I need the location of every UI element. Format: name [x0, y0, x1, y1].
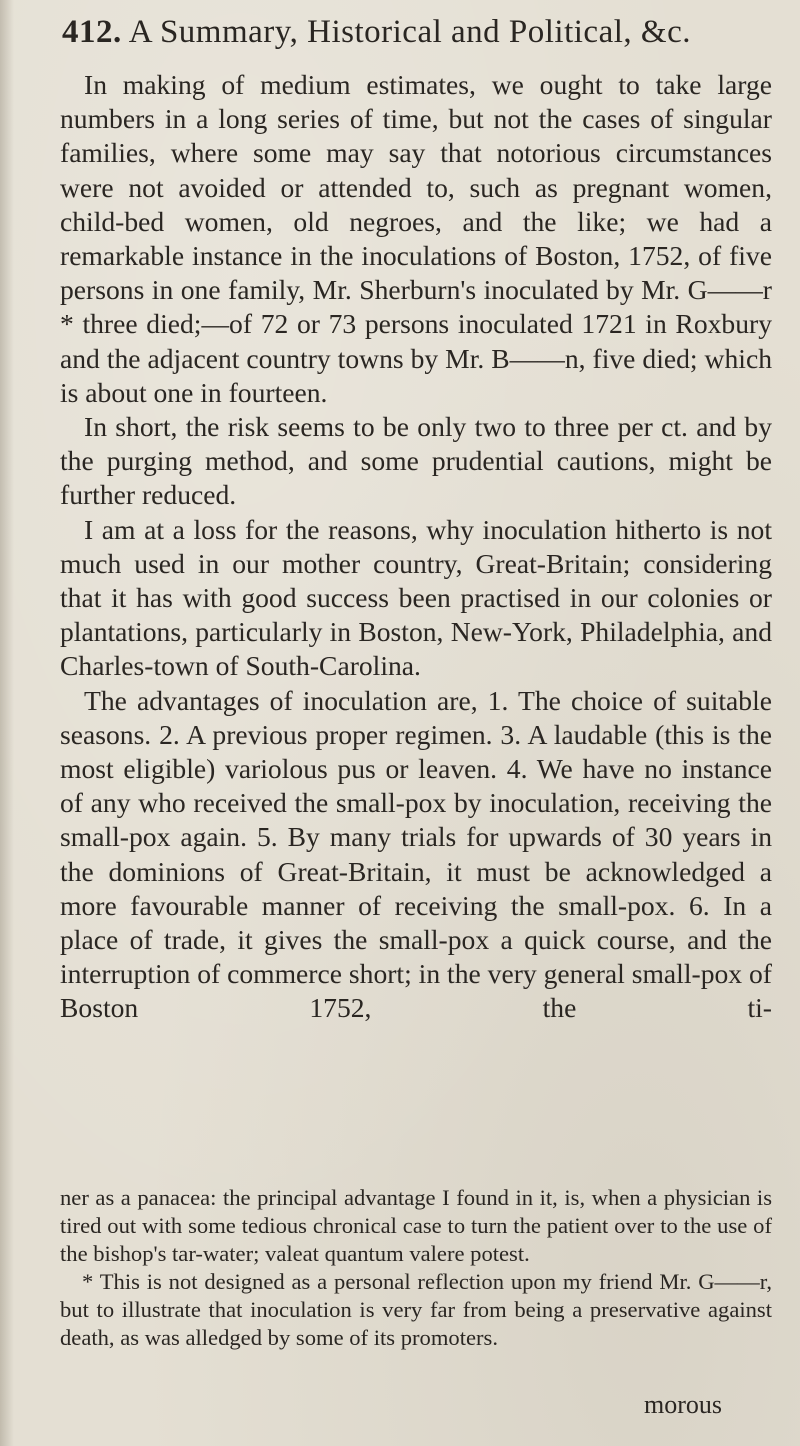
- footnote-carryover: ner as a panacea: the principal advantage I found in it, is, when a physician is tired out with some tedious chronical case to turn the patient over to the use of the bishop's tar-water; valeat quantum valere potest.: [60, 1185, 772, 1266]
- paragraph-great-britain: I am at a loss for the reasons, why inoculation hitherto is not much used in our mother country, Great-Britain; considering that it has with good success been practised in our colonies or plantations, particularly in Boston, New-York, Philadelphia, and Charles-town of South-Carolina.: [60, 513, 772, 682]
- paragraph-inoculation-estimates: In making of medium estimates, we ought to take large numbers in a long series of time, but not the cases of singular families, where some may say that notorious circumstances were not avoided or attended to, such as pregnant women, child-bed women, old negroes, and the like; we had a remarkable instance in the inoculations of Boston, 1752, of five persons in one family, Mr. Sherburn's inoculated by Mr. G——r * three died;—of 72 or 73 persons inoculated 1721 in Roxbury and the adjacent country towns by Mr. B——n, five died; which is about one in fourteen.: [60, 69, 772, 408]
- main-text: [60, 68, 772, 1026]
- running-head: [62, 14, 762, 51]
- paragraph-advantages: The advantages of inoculation are, 1. The choice of suitable seasons. 2. A previous proper regimen. 3. A laudable (this is the most eligible) variolous pus or leaven. 4. We have no instance of any who received the small-pox by inoculation, receiving the small-pox again. 5. By many trials for upwards of 30 years in the dominions of Great-Britain, it must be acknowledged a more favourable manner of receiving the small-pox. 6. In a place of trade, it gives the small-pox a quick course, and the interruption of commerce short; in the very general small-pox of Boston 1752, the ti-: [60, 684, 772, 1024]
- page-number: 412.: [62, 14, 122, 50]
- footnote-star: * This is not designed as a personal reflection upon my friend Mr. G——r, but to illustrate that inoculation is very far from being a preservative against death, as was alledged by some of its promoters.: [60, 1269, 772, 1350]
- running-head-title: A Summary, Historical and Political, &c.: [128, 14, 691, 50]
- catchword: morous: [644, 1390, 722, 1419]
- footnotes: [60, 1184, 772, 1352]
- page-gutter-shadow: [0, 0, 14, 1446]
- paragraph-risk: In short, the risk seems to be only two to three per ct. and by the purging method, and some prudential cautions, might be further reduced.: [60, 411, 772, 511]
